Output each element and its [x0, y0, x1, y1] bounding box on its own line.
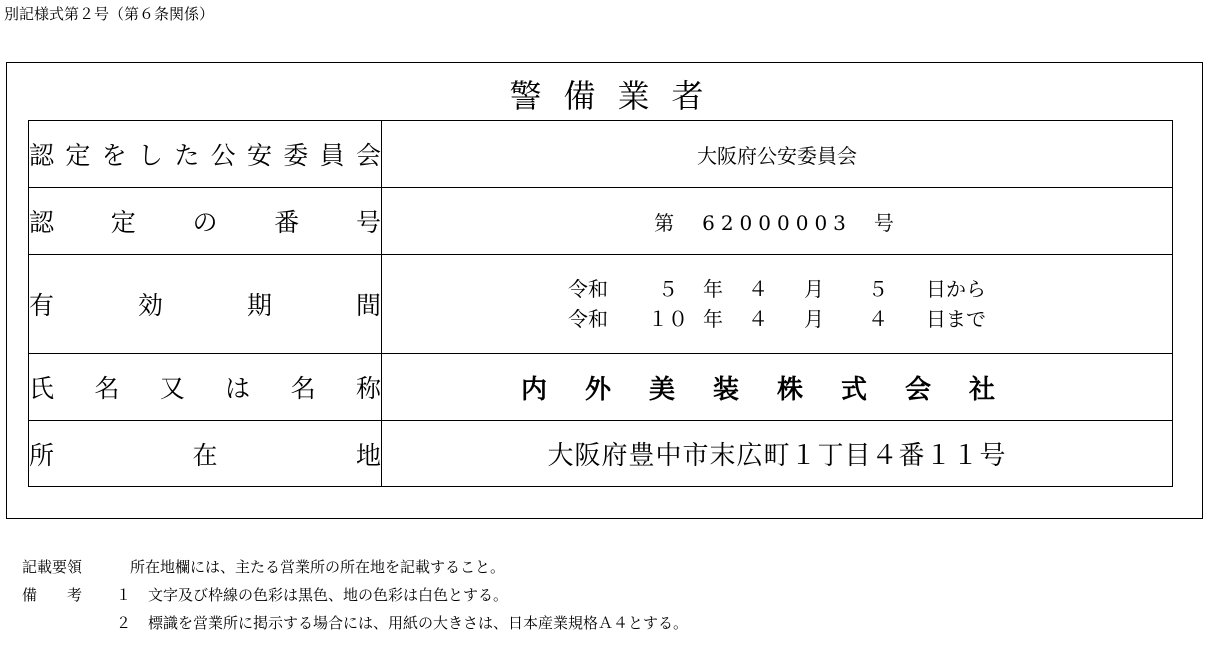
label-char: 員 [319, 141, 345, 170]
year: １０ [648, 307, 688, 331]
remark-text: 文字及び枠線の色彩は黒色、地の色彩は白色とする。 [148, 586, 509, 604]
instructions-text: 所在地欄には、主たる営業所の所在地を記載すること。 [130, 558, 506, 576]
label-char: 名 [94, 374, 120, 403]
label-char: 又 [159, 374, 185, 403]
month-unit: 月 [804, 277, 824, 301]
form-reference: 別記様式第２号（第６条関係） [4, 5, 215, 23]
validity-start [568, 274, 986, 304]
label-char: 委 [283, 141, 309, 170]
label-char: 間 [355, 291, 381, 320]
label-char: 有 [29, 291, 55, 320]
instructions-heading: 記載要領 [22, 558, 83, 576]
label-char: 定 [65, 141, 91, 170]
era: 令和 [568, 307, 608, 331]
month: ４ [748, 277, 768, 301]
remark-number: ２ [116, 614, 132, 632]
remark-text: 標識を営業所に掲示する場合には、用紙の大きさは、日本産業規格Ａ４とする。 [148, 614, 689, 632]
value-number [382, 188, 1173, 255]
label-number [29, 188, 382, 255]
month-unit: 月 [804, 307, 824, 331]
license-number: 62000003 [702, 210, 852, 235]
year-unit: 年 [703, 307, 723, 331]
label-name [29, 354, 382, 421]
label-validity [29, 255, 382, 354]
label-char: 認 [29, 208, 55, 237]
value-validity [382, 255, 1173, 354]
label-char: 号 [355, 208, 381, 237]
table-row-number [29, 188, 1173, 255]
label-char: 認 [29, 141, 55, 170]
day: ５ [868, 277, 888, 301]
validity-end [568, 304, 986, 334]
label-char: 定 [110, 208, 136, 237]
label-char: は [225, 374, 251, 403]
label-char: 名 [290, 374, 316, 403]
value-authority: 大阪府公安委員会 [382, 121, 1173, 188]
table-row-authority [29, 121, 1173, 188]
month: ４ [748, 307, 768, 331]
label-char: の [192, 208, 218, 237]
label-char: を [101, 141, 127, 170]
year-unit: 年 [703, 277, 723, 301]
value-address: 大阪府豊中市末広町１丁目４番１１号 [382, 421, 1173, 487]
label-char: 地 [355, 440, 381, 470]
label-char: 効 [137, 291, 163, 320]
day: ４ [868, 307, 888, 331]
number-prefix: 第 [654, 210, 681, 235]
label-char: 期 [246, 291, 272, 320]
label-char: 会 [355, 141, 381, 170]
label-address [29, 421, 382, 487]
label-char: 番 [274, 208, 300, 237]
label-char: し [137, 141, 163, 170]
sign-title: 警備業者 [509, 77, 726, 115]
label-char: 氏 [29, 374, 55, 403]
number-suffix: 号 [873, 210, 900, 235]
label-char: 公 [210, 141, 236, 170]
era: 令和 [568, 277, 608, 301]
year: ５ [658, 277, 678, 301]
label-authority [29, 121, 382, 188]
label-char: 安 [246, 141, 272, 170]
license-table [28, 120, 1173, 487]
label-char: 所 [29, 440, 55, 470]
remark-number: １ [116, 586, 132, 604]
label-char: 称 [355, 374, 381, 403]
day-unit: 日まで [926, 307, 986, 331]
table-row-address [29, 421, 1173, 487]
label-char: 在 [192, 440, 218, 470]
label-char: た [174, 141, 200, 170]
table-row-name [29, 354, 1173, 421]
value-company-name: 内外美装株式会社 [382, 354, 1173, 421]
day-unit: 日から [926, 277, 986, 301]
table-row-validity [29, 255, 1173, 354]
remarks-heading: 備 考 [22, 586, 83, 604]
